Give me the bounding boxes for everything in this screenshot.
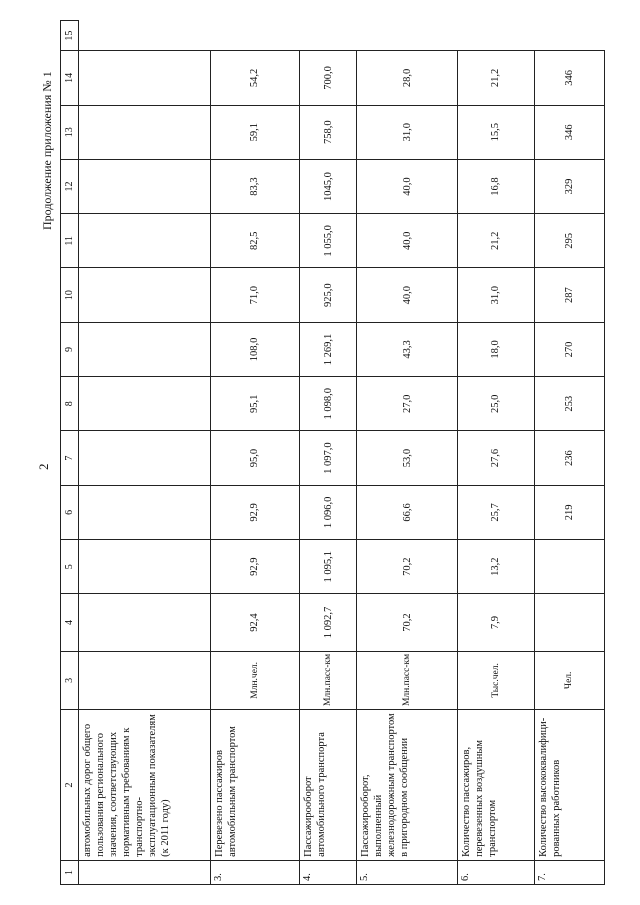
indicator-name: Количество пассажиров, перевезенных воздушным транспортом [458, 710, 535, 861]
column-header: 8 [61, 377, 79, 431]
value-cell: 16,8 [458, 159, 535, 213]
value-cell: 25,7 [458, 485, 535, 539]
indicator-name: Количество высококвалифици-рованных работников [534, 710, 604, 861]
value-cell: 346 [534, 51, 604, 105]
value-cell: 95,0 [210, 431, 300, 485]
column-header: 4 [61, 594, 79, 651]
value-cell: 54,2 [210, 51, 300, 105]
unit-cell: Млн.чел. [210, 651, 300, 709]
value-cell [79, 540, 211, 594]
value-cell: 329 [534, 159, 604, 213]
page-number: 2 [36, 463, 51, 470]
column-header: 14 [61, 51, 79, 105]
column-header: 5 [61, 540, 79, 594]
table-row [79, 21, 211, 885]
value-cell [79, 322, 211, 376]
value-cell: 1045,0 [300, 159, 357, 213]
column-header: 6 [61, 485, 79, 539]
column-header: 2 [61, 710, 79, 861]
unit-cell: Тыс.чел. [458, 651, 535, 709]
column-header: 10 [61, 268, 79, 322]
table-row [534, 21, 604, 885]
value-cell [79, 214, 211, 268]
value-cell: 236 [534, 431, 604, 485]
table-row [210, 21, 300, 885]
value-cell: 1 092,7 [300, 594, 357, 651]
indicator-name: Перевезено пассажиров автомобильным транспортом [210, 710, 300, 861]
value-cell: 1 055,0 [300, 214, 357, 268]
value-cell: 21,2 [458, 214, 535, 268]
value-cell [79, 377, 211, 431]
value-cell: 31,0 [357, 105, 458, 159]
value-cell: 1 269,1 [300, 322, 357, 376]
value-cell [79, 594, 211, 651]
value-cell: 270 [534, 322, 604, 376]
column-header: 9 [61, 322, 79, 376]
value-cell: 66,6 [357, 485, 458, 539]
row-number: 3. [210, 860, 300, 884]
unit-cell: Млн.пасс-км [357, 651, 458, 709]
value-cell: 40,0 [357, 214, 458, 268]
value-cell: 253 [534, 377, 604, 431]
value-cell: 27,6 [458, 431, 535, 485]
value-cell: 27,0 [357, 377, 458, 431]
column-header: 12 [61, 159, 79, 213]
column-header: 1 [61, 860, 79, 884]
indicator-name: Пассажирооборот автомобильного транспорта [300, 710, 357, 861]
value-cell: 31,0 [458, 268, 535, 322]
value-cell: 82,5 [210, 214, 300, 268]
column-header-row [61, 21, 79, 885]
value-cell [79, 268, 211, 322]
value-cell: 18,0 [458, 322, 535, 376]
table-row [458, 21, 535, 885]
value-cell: 1 098,0 [300, 377, 357, 431]
table-row [357, 21, 458, 885]
value-cell [534, 594, 604, 651]
value-cell: 15,5 [458, 105, 535, 159]
value-cell: 295 [534, 214, 604, 268]
value-cell: 53,0 [357, 431, 458, 485]
column-header: 13 [61, 105, 79, 159]
value-cell: 43,3 [357, 322, 458, 376]
value-cell: 70,2 [357, 594, 458, 651]
appendix-heading: Продолжение приложения № 1 [40, 71, 54, 230]
value-cell [534, 540, 604, 594]
unit-cell: Млн.пасс-км [300, 651, 357, 709]
value-cell: 28,0 [357, 51, 458, 105]
value-cell [79, 159, 211, 213]
column-header: 7 [61, 431, 79, 485]
value-cell: 219 [534, 485, 604, 539]
table-body [79, 21, 605, 885]
rotated-table-container [60, 20, 605, 885]
unit-cell [79, 651, 211, 709]
table-row [300, 21, 357, 885]
unit-cell: Чел. [534, 651, 604, 709]
value-cell [79, 485, 211, 539]
row-number: 4. [300, 860, 357, 884]
value-cell [79, 431, 211, 485]
value-cell: 71,0 [210, 268, 300, 322]
value-cell [79, 105, 211, 159]
indicator-name: автомобильных дорог общего пользования регионального значения, соответствующих нормативным требованиям к транспортно-эксплуатационным показателям (к 2011 году) [79, 710, 211, 861]
column-header: 3 [61, 651, 79, 709]
value-cell [79, 51, 211, 105]
column-header: 11 [61, 214, 79, 268]
value-cell: 95,1 [210, 377, 300, 431]
value-cell: 92,4 [210, 594, 300, 651]
value-cell: 7,9 [458, 594, 535, 651]
value-cell: 346 [534, 105, 604, 159]
value-cell: 925,0 [300, 268, 357, 322]
indicators-table [60, 20, 605, 885]
value-cell: 758,0 [300, 105, 357, 159]
value-cell: 59,1 [210, 105, 300, 159]
value-cell: 40,0 [357, 268, 458, 322]
value-cell: 1 096,0 [300, 485, 357, 539]
column-header: 15 [61, 21, 79, 51]
value-cell: 83,3 [210, 159, 300, 213]
value-cell: 70,2 [357, 540, 458, 594]
value-cell: 25,0 [458, 377, 535, 431]
value-cell: 13,2 [458, 540, 535, 594]
indicator-name: Пассажирооборот, выполненный железнодорожным транспортом в пригородном сообщении [357, 710, 458, 861]
value-cell: 92,9 [210, 540, 300, 594]
value-cell: 108,0 [210, 322, 300, 376]
value-cell: 1 097,0 [300, 431, 357, 485]
row-number: 6. [458, 860, 535, 884]
value-cell: 21,2 [458, 51, 535, 105]
row-number [79, 860, 211, 884]
row-number: 7. [534, 860, 604, 884]
value-cell: 92,9 [210, 485, 300, 539]
value-cell: 700,0 [300, 51, 357, 105]
value-cell: 40,0 [357, 159, 458, 213]
row-number: 5. [357, 860, 458, 884]
value-cell: 1 095,1 [300, 540, 357, 594]
value-cell: 287 [534, 268, 604, 322]
